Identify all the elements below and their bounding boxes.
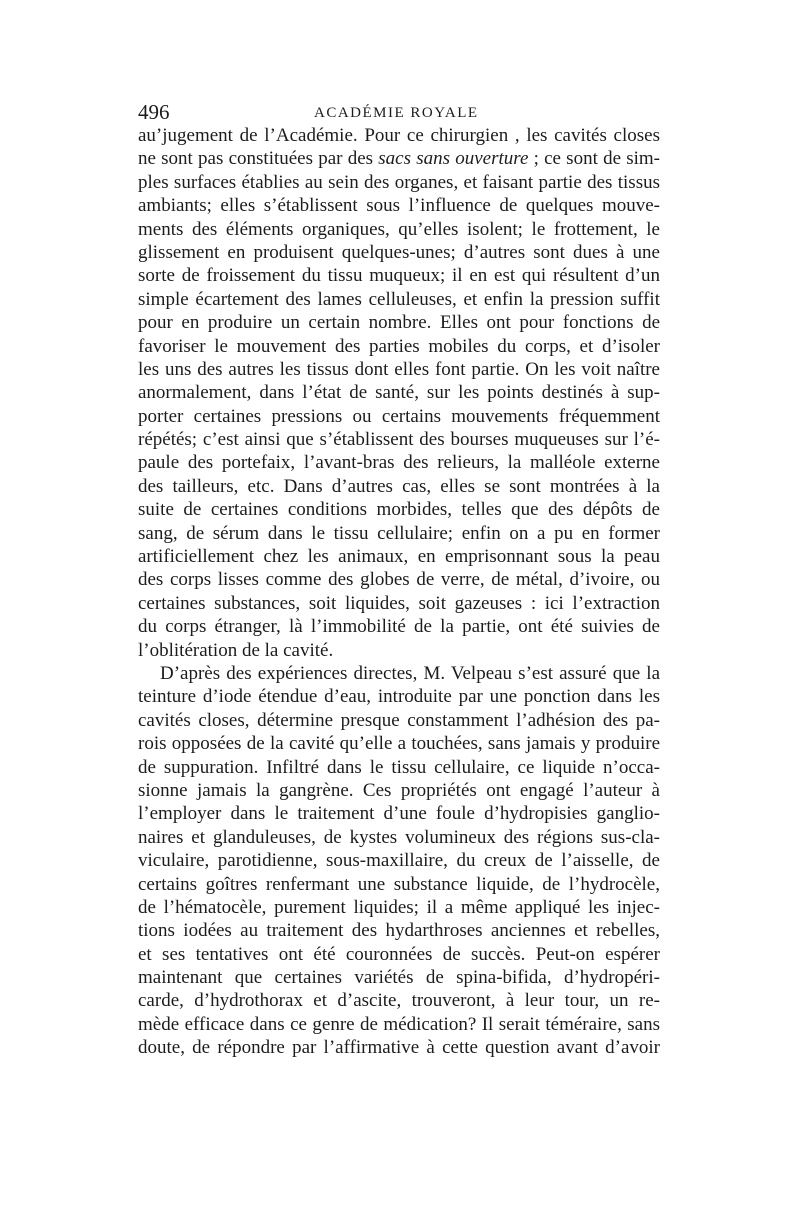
text-line: paule des portefaix, l’avant-bras des relieurs, la malléole externe: [138, 452, 660, 474]
text-line: répétés; c’est ainsi que s’établissent des bourses muqueuses sur l’é-: [138, 429, 660, 451]
text-line: sang, de sérum dans le tissu cellulaire; enfin on a pu en former: [138, 522, 660, 544]
page-number: 496: [138, 100, 170, 124]
text-line: cavités closes, détermine presque constamment l’adhésion des pa-: [138, 709, 660, 731]
text-line: naires et glanduleuses, de kystes volumineux des régions sus-cla-: [138, 826, 660, 848]
text-line: pour en produire un certain nombre. Elles ont pour fonctions de: [138, 312, 660, 334]
text-line: les uns des autres les tissus dont elles font partie. On les voit naître: [138, 358, 660, 380]
text-line: l’employer dans le traitement d’une foule d’hydropisies ganglio-: [138, 803, 660, 825]
italic-phrase: sacs sans ouverture: [378, 148, 529, 170]
text-line: tions iodées au traitement des hydarthroses anciennes et rebelles,: [138, 920, 660, 942]
text-line: ples surfaces établies au sein des organes, et faisant partie des tissus: [138, 171, 660, 193]
text-line: des tailleurs, etc. Dans d’autres cas, elles se sont montrées à la: [138, 475, 660, 497]
text-line: de l’hématocèle, purement liquides; il a même appliqué les injec-: [138, 896, 660, 918]
text-line: artificiellement chez les animaux, en emprisonnant sous la peau: [138, 546, 660, 568]
paragraph-end-line: l’oblitération de la cavité.: [138, 639, 334, 661]
line-segment: ; ce sont de sim-: [528, 148, 660, 170]
text-line: rois opposées de la cavité qu’elle a touchées, sans jamais y produire: [138, 733, 660, 755]
text-line: du corps étranger, là l’immobilité de la partie, ont été suivies de: [138, 616, 660, 638]
text-line: carde, d’hydrothorax et d’ascite, trouveront, à leur tour, un re-: [138, 990, 660, 1012]
text-line: certains goîtres renfermant une substance liquide, de l’hydrocèle,: [138, 873, 660, 895]
text-line: de suppuration. Infiltré dans le tissu cellulaire, ce liquide n’occa-: [138, 756, 660, 778]
text-line: mède efficace dans ce genre de médication? Il serait téméraire, sans: [138, 1013, 660, 1035]
text-line: teinture d’iode étendue d’eau, introduite par une ponction dans les: [138, 686, 660, 708]
running-head: [138, 100, 660, 124]
text-line: ments des éléments organiques, qu’elles isolent; le frottement, le: [138, 218, 660, 240]
text-line: anormalement, dans l’état de santé, sur les points destinés à sup-: [138, 382, 660, 404]
text-line: au’jugement de l’Académie. Pour ce chirurgien , les cavités closes: [138, 125, 660, 146]
text-line: porter certaines pressions ou certains mouvements fréquemment: [138, 405, 660, 427]
text-line: ambiants; elles s’établissent sous l’influence de quelques mouve-: [138, 195, 660, 217]
text-line: doute, de répondre par l’affirmative à cette question avant d’avoir: [138, 1037, 660, 1059]
text-line: certaines substances, soit liquides, soit gazeuses : ici l’extraction: [138, 592, 660, 614]
paragraph-start-line: D’après des expériences directes, M. Velpeau s’est assuré que la: [160, 662, 660, 684]
text-line: favoriser le mouvement des parties mobiles du corps, et d’isoler: [138, 335, 660, 357]
text-line: sionne jamais la gangrène. Ces propriétés ont engagé l’auteur à: [138, 779, 660, 801]
text-line: et ses tentatives ont été couronnées de succès. Peut-on espérer: [138, 943, 660, 965]
running-title: ACADÉMIE ROYALE: [314, 105, 479, 121]
text-line: simple écartement des lames celluleuses, et enfin la pression suffit: [138, 288, 660, 310]
text-line: viculaire, parotidienne, sous-maxillaire, du creux de l’aisselle, de: [138, 850, 660, 872]
text-line: maintenant que certaines variétés de spina-bifida, d’hydropéri-: [138, 967, 660, 989]
line-segment: ne sont pas constituées par des: [138, 148, 379, 170]
text-line: des corps lisses comme des globes de verre, de métal, d’ivoire, ou: [138, 569, 660, 591]
text-line-with-italic: [138, 147, 660, 170]
text-line: sorte de froissement du tissu muqueux; il en est qui résultent d’un: [138, 265, 660, 287]
text-line: glissement en produisent quelques-unes; d’autres sont dues à une: [138, 241, 660, 263]
body-text: [138, 124, 660, 1060]
text-line: suite de certaines conditions morbides, telles que des dépôts de: [138, 499, 660, 521]
